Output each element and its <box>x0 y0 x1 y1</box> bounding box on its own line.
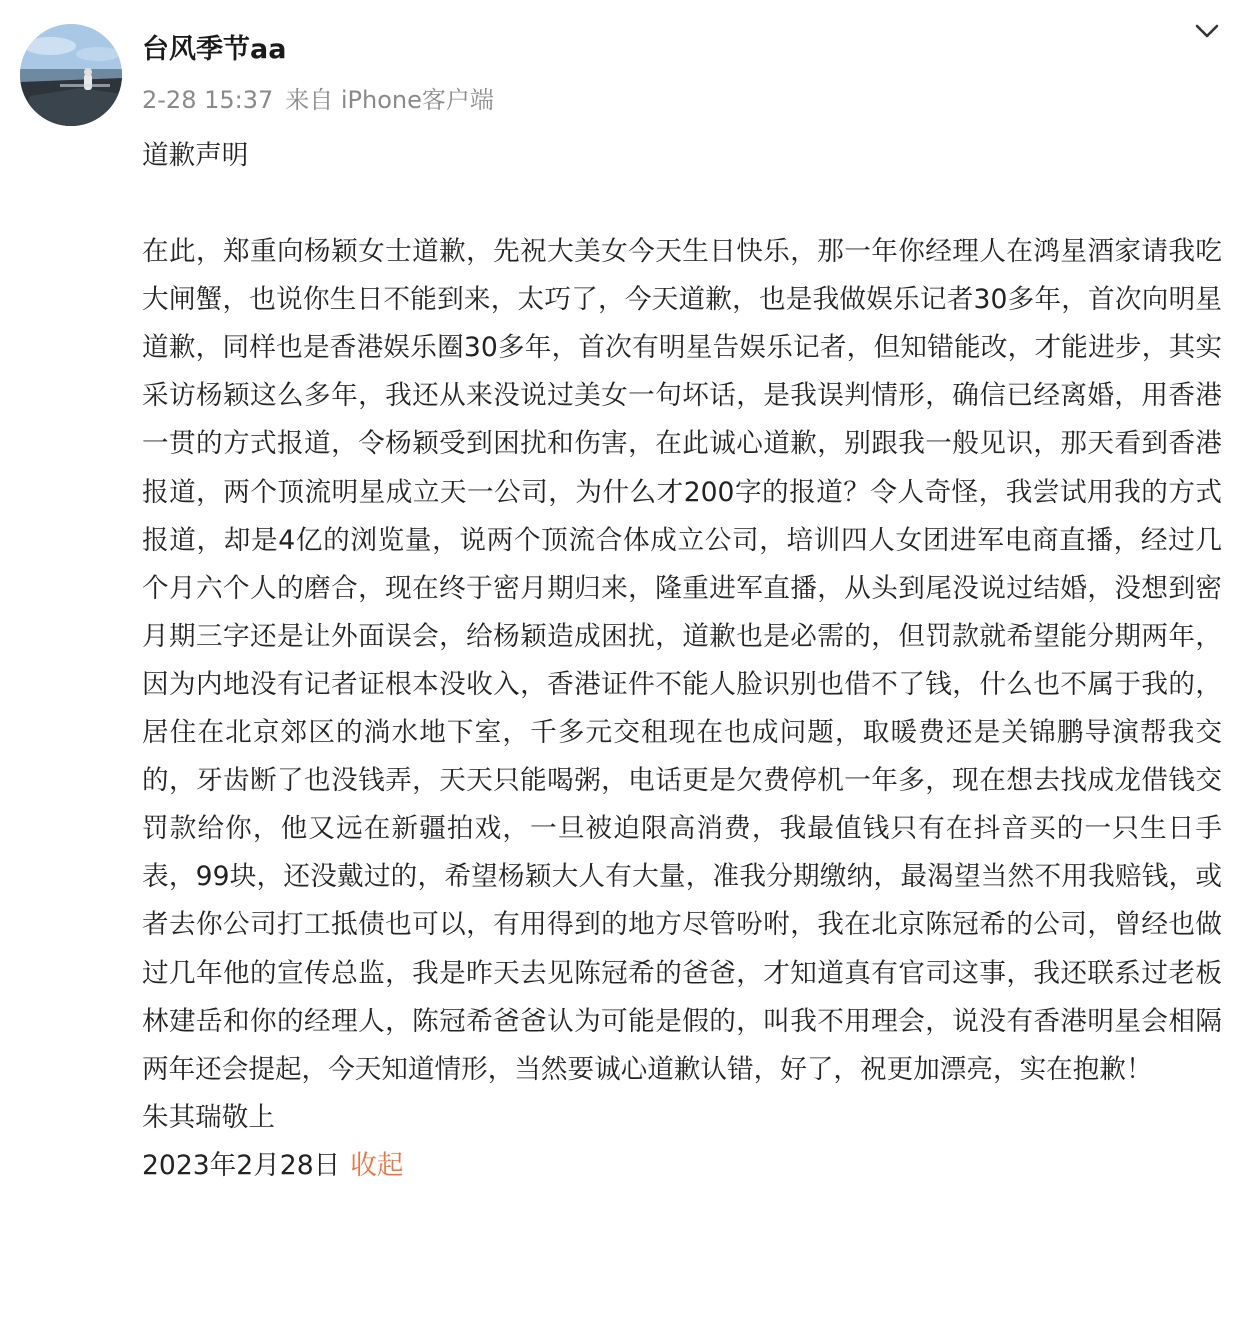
post-date-line <box>142 1142 1222 1190</box>
collapse-link[interactable]: 收起 <box>350 1149 404 1181</box>
post-time: 2-28 15:37 <box>142 86 274 114</box>
post-signature: 朱其瑞敬上 <box>142 1101 275 1133</box>
post-content <box>142 132 1222 1190</box>
post-body: 在此，郑重向杨颖女士道歉，先祝大美女今天生日快乐，那一年你经理人在鸿星酒家请我吃大闸蟹，也说你生日不能到来，太巧了，今天道歉，也是我做娱乐记者30多年，首次向明星道歉，同样也是香港娱乐圈30多年，首次有明星告娱乐记者，但知错能改，才能进步，其实采访杨颖这么多年，我还从来没说过美女一句坏话，是我误判情形，确信已经离婚，用香港一贯的方式报道，令杨颖受到困扰和伤害，在此诚心道歉，别跟我一般见识，那天看到香港报道，两个顶流明星成立天一公司，为什么才200字的报道？令人奇怪，我尝试用我的方式报道，却是4亿的浏览量，说两个顶流合体成立公司，培训四人女团进军电商直播，经过几个月六个人的磨合，现在终于密月期归来，隆重进军直播，从头到尾没说过结婚，没想到密月期三字还是让外面误会，给杨颖造成困扰，道歉也是必需的，但罚款就希望能分期两年，因为内地没有记者证根本没收入，香港证件不能人脸识别也借不了钱，什么也不属于我的，居住在北京郊区的淌水地下室，千多元交租现在也成问题，取暖费还是关锦鹏导演帮我交的，牙齿断了也没钱弄，天天只能喝粥，电话更是欠费停机一年多，现在想去找成龙借钱交罚款给你，他又远在新疆拍戏，一旦被迫限高消费，我最值钱只有在抖音买的一只生日手表，99块，还没戴过的，希望杨颖大人有大量，准我分期缴纳，最渴望当然不用我赔钱，或者去你公司打工抵债也可以，有用得到的地方尽管吩咐，我在北京陈冠希的公司，曾经也做过几年他的宣传总监，我是昨天去见陈冠希的爸爸，才知道真有官司这事，我还联系过老板林建岳和你的经理人，陈冠希爸爸认为可能是假的，叫我不用理会，说没有香港明星会相隔两年还会提起，今天知道情形，当然要诚心道歉认错，好了，祝更加漂亮，实在抱歉！ <box>142 236 1222 1085</box>
chevron-down-icon[interactable] <box>1190 18 1224 44</box>
post-meta <box>142 82 494 118</box>
avatar-image <box>20 24 122 126</box>
username[interactable]: 台风季节aa <box>142 34 287 65</box>
post-date: 2023年2月28日 <box>142 1149 341 1181</box>
avatar[interactable] <box>20 24 122 126</box>
post-source: 来自 iPhone客户端 <box>285 86 494 114</box>
post-heading: 道歉声明 <box>142 140 249 171</box>
